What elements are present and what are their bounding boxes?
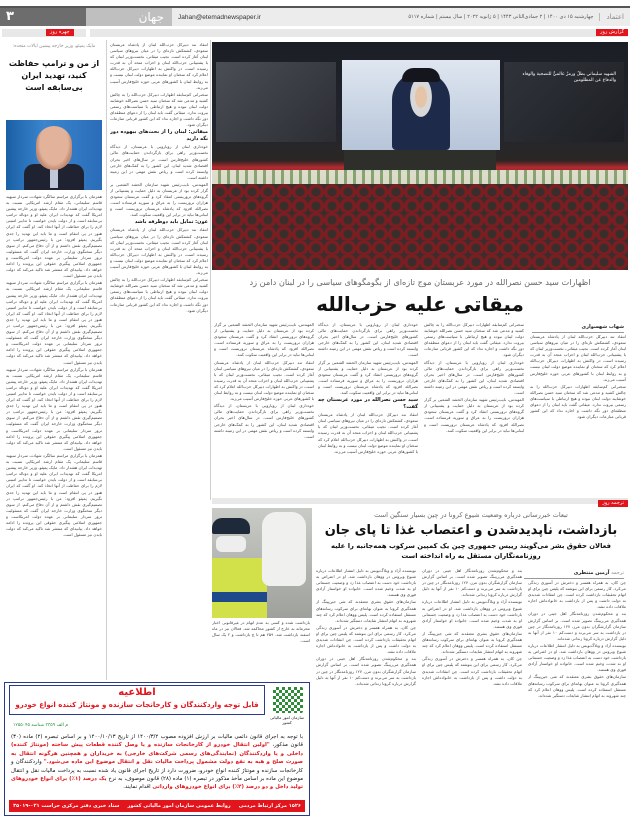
newspaper-logo: اعتماد (599, 13, 624, 21)
side-story-paragraph: همزمان با برگزاری مراسم سالگرد شهادت سردار سپهبد قاسم سلیمانی، یک مقام ارشد امریکایی نسبت به تهدیدات ایران هشدار داد. مایک پمپئو، وزیر خارجه پیشین امریکا گفت که تهدیدات ایران علیه او و دونالد ترامپ بی‌سابقه است و از دولت بایدن خواست تا تدابیر امنیتی لازم را برای حفاظت از آنها اتخاذ کند. او گفت که ایران هنوز در پی انتقام است و ما باید این تهدید را جدی بگیریم. پمپئو افزود: من با رئیس‌جمهور ترامپ در تصمیم‌گیری نقش داشتم و از آن دفاع می‌کنم. از سوی دیگر سخنگوی وزارت خارجه ایران گفت که مسئولیت ترور سردار سلیمانی بر عهده دولت امریکاست و جمهوری اسلامی پیگیری حقوقی این پرونده را ادامه خواهد داد. بیانیه‌ای که منتشر شد تاکید می‌کند که دولت بایدن نیز مسئول است. (6, 280, 102, 365)
subhead: میقاتی: لبنان را از بحث‌های بیهوده دور نگه دارید (110, 129, 208, 143)
hall-speech-photo (212, 42, 628, 270)
byline-label: ترجمه (611, 570, 624, 576)
column-divider (106, 40, 107, 680)
paragraph: سخنرانی کم‌سابقه اظهارات دبیرکل حزب‌الله را به چالش کشید و مدعی شد که سخنان سید حسن نصرالله خوشایند دولت لبنان نبوده و هیچ ارتباطی با سیاست‌های رسمی بیروت ندارد. میقاتی گفت باید لبنان را از دعوای منطقه‌ای دور نگه داشت و اجازه نداد که این کشور قربانی منازعات دیگران شود. (110, 91, 208, 128)
paragraph: انتقاد تند دبیرکل حزب‌الله لبنان از پادشاه عربستان سعودی، کشمکش تازه‌ای را در میان نیروهای سیاسی لبنان آغاز کرده است. نجیب میقاتی، نخست‌وزیر لبنان که با پشتیبانی حزب‌الله لبنان و احزاب متحد آن به قدرت رسیده است، در واکنش به اظهارات دبیرکل حزب‌الله اعلام کرد که سخنان او نماینده موضع دولت لبنان نیست و به روابط لبنان با کشورهای عربی حوزه خلیج‌فارس آسیب می‌زند. (318, 412, 418, 454)
paragraph: سخنرانی کم‌سابقه اظهارات دبیرکل حزب‌الله را به چالش کشید و مدعی شد که سخنان سید حسن نصرالله خوشایند دولت لبنان نبوده و هیچ ارتباطی با سیاست‌های رسمی بیروت ندارد. میقاتی گفت باید لبنان را از دعوای منطقه‌ای دور نگه داشت و اجازه نداد که این کشور قربانی منازعات دیگران شود. (424, 322, 524, 358)
main-story-col-4 (214, 322, 314, 500)
china-story-subheadline: فعالان حقوق بشر می‌گویند رییس جمهوری چین یک کمپین سرکوب همه‌جانبه را علیه روزنامه‌نگاران مستقل به راه انداخته است (331, 542, 611, 560)
tax-org-logo-icon (273, 687, 303, 713)
paragraph: خودداری لبنان از رویارویی با عربستان، از دیدگاه نخست‌وزیر راهی برای بازگرداندن حمایت‌های مالی کشورهای خلیج‌فارس است. در سال‌های اخیر بحران اقتصادی شدید لبنان، این کشور را به کمک‌های خارجی وابسته کرده است و ریاض نقش مهمی در این زمینه داشته است. (110, 144, 208, 180)
paragraph: چن کان، به همراه همسر و دخترش در آسوری زندگی می‌کرد. کار رسمی برای این بنوشته که پلیس چین برای او اتهام تحقیقات بازداشت کرده است. چن انتقادات شدیدی به دولت داشت و پس از بازداشت به خانواده‌اش اجازه ملاقات داده نشد. (422, 656, 522, 686)
photo-stage-sign (344, 150, 496, 172)
side-story-paragraph: همزمان با برگزاری مراسم سالگرد شهادت سردار سپهبد قاسم سلیمانی، یک مقام ارشد امریکایی نسبت به تهدیدات ایران هشدار داد. مایک پمپئو، وزیر خارجه پیشین امریکا گفت که تهدیدات ایران علیه او و دونالد ترامپ بی‌سابقه است و از دولت بایدن خواست تا تدابیر امنیتی لازم را برای حفاظت از آنها اتخاذ کند. او گفت که ایران هنوز در پی انتقام است و ما باید این تهدید را جدی بگیریم. پمپئو افزود: من با رئیس‌جمهور ترامپ در تصمیم‌گیری نقش داشتم و از آن دفاع می‌کنم. از سوی دیگر سخنگوی وزارت خارجه ایران گفت که مسئولیت ترور سردار سلیمانی بر عهده دولت امریکاست و جمهوری اسلامی پیگیری حقوقی این پرونده را ادامه خواهد داد. بیانیه‌ای که منتشر شد تاکید می‌کند که دولت بایدن نیز مسئول است. (6, 366, 102, 451)
main-story-continued (110, 42, 208, 502)
china-story-col-1 (528, 580, 626, 816)
side-story-headline[interactable]: از من و ترامپ حفاظت کنید، تهدید ایران بی‌سابقه است (8, 59, 100, 92)
photo-vest-band (212, 592, 267, 602)
tag-main-report: گزارش روز (596, 29, 628, 36)
side-story-kicker: مایک پمپئو، وزیر خارجه پیشین ایالات متحده: (12, 44, 96, 49)
tag-translation: ترجمه روز (598, 500, 628, 507)
paragraph: بند و محکوم‌شدن روزنامه‌نگار اهل جینی در دوران همه‌گیری می‌ریبنگ تصویر شده است. بر اساس گزارش سازمان گزارشگران بدون مرز، ۱۲۷ روزنامه‌نگار در چین در بازداشت به سر می‌برند و دست‌کم ۱۰ نفر از آنها به دلیل گزارش درباره کرونا زندانی شده‌اند. (316, 656, 416, 686)
photo-banner-left (216, 62, 336, 142)
section-title: جهان (86, 8, 172, 26)
paragraph: سازمان‌های حقوق بشری معتقدند که شی جین‌پینگ از همه‌گیری کرونا به عنوان بهانه‌ای برای سرکوب رسانه‌های مستقل استفاده کرده است. پلیس ووهان اعلام کرد که چند شهروند به اتهام انتشار شایعات دستگیر شده‌اند. (422, 630, 522, 655)
ad-text: با توجه به اجرای قانون دائمی مالیات بر ارزش افزوده مصوب ۱۴۰۰/۳/۲ از تاریخ ۱۴۰۰/۱۰/۱۳ و بر اساس تبصره (۲) ماده (۳۰) قانون مذکور، (11, 734, 303, 749)
ad-footer-item: روابط عمومی سازمان امور مالیاتی کشور (127, 803, 231, 809)
china-story-col-3 (316, 568, 416, 816)
photo-glove (262, 512, 306, 586)
paragraph: نویسنده آزاد و وبلاگ‌نویس به دلیل انتشار اطلاعات درباره شیوع ویروس در ووهان بازداشت شد. او در اعتراض به بازداشت خود دست به اعتصاب غذا زد و وضعیت جسمانی او به شدت وخیم شده است. خانواده او خواستار آزادی فوری وی هستند. (316, 568, 416, 598)
main-story-headline[interactable]: میقاتی علیه حزب‌الله (316, 292, 524, 316)
main-story-byline: شهاب شهسواری (581, 324, 624, 330)
ad-body (11, 733, 303, 792)
page-number: ۳ (0, 8, 86, 26)
byline-name: آرمین منتظری (573, 570, 610, 576)
china-story-col-2 (422, 568, 522, 816)
main-story-col-3 (318, 322, 418, 500)
ad-footer-item: ستاد خبری دفتر مرکزی حراست ۰۲۱-۳۵۰۱۹ (13, 803, 120, 809)
ad-text-highlight: یک درصد (۱٪) برای انواع خودروهای تولید داخل و دو درصد (۲٪) برای انواع خودروهای وارداتی (11, 776, 303, 791)
photo-face (36, 126, 72, 170)
paragraph: المهندس، نایب‌رئیس شهید سازمان الحشد الشعبی بر گزار کرده بود از عربستان به دلیل حمایت و پشتیبانی از گروه‌های تروریستی انتقاد کرد و گفت عربستان سعودی هزاران تروریست را به عراق و سوریه فرستاده است. نصرالله افزود که پادشاه عربستان تروریست است و لبنانی‌ها نباید در برابر این واقعیت سکوت کنند. (110, 181, 208, 218)
ad-text: واردکنندگان و کارخانجات سازنده و مونتاژ کننده انواع خودرو، ضرورت دارد از تاریخ اجرای قانون یاد شده نسبت به پرداخت مالیات نقل و انتقال موضوع این ماده بر اساس مأخذ مذکور در تبصره (۱) ماده (۲۸) قانون موصوف، به نرخ (11, 759, 303, 783)
photo-vest (212, 558, 267, 618)
photo-cap (212, 518, 250, 534)
paragraph: سازمان‌های حقوق بشری معتقدند که شی جین‌پینگ از همه‌گیری کرونا به عنوان بهانه‌ای برای سرکوب رسانه‌های مستقل استفاده کرده است. پلیس ووهان اعلام کرد که چند شهروند به اتهام انتشار شایعات دستگیر شده‌اند. (528, 674, 626, 698)
paragraph: سخنرانی کم‌سابقه اظهارات دبیرکل حزب‌الله را به چالش کشید و مدعی شد که سخنان سید حسن نصرالله خوشایند دولت لبنان نبوده و هیچ ارتباطی با سیاست‌های رسمی بیروت ندارد. میقاتی گفت باید لبنان را از دعوای منطقه‌ای دور نگه داشت و اجازه نداد که این کشور قربانی منازعات دیگران شود. (530, 383, 626, 420)
paragraph: نویسنده آزاد و وبلاگ‌نویس به دلیل انتشار اطلاعات درباره شیوع ویروس در ووهان بازداشت شد. او در اعتراض به بازداشت خود دست به اعتصاب غذا زد و وضعیت جسمانی او به شدت وخیم شده است. خانواده او خواستار آزادی فوری وی هستند. (422, 599, 522, 629)
china-story-byline (524, 570, 624, 576)
header-info (172, 8, 630, 26)
subhead: عون: تمایل باید دوطرفه باشد (134, 219, 208, 226)
main-label-bar (90, 29, 628, 37)
caption: بازداشت شده و کسی به عدم اتهام در غیرقانونی اخبار محرمانه به خارج از کشور محاکمه شد. فعالان نیز در ماه اسفند بازداشت شد. ۲۵۹ هم تا چ بازداشت و ۲ یک سال است. (212, 620, 310, 644)
china-story-kicker: تبعات خبررسانی درباره وضعیت شیوع کرونا در چین بسیار سنگین است (374, 511, 568, 519)
subhead: سید حسن نصرالله در مورد عربستان چه گفت؟ (318, 397, 418, 411)
paragraph: المهندس، نایب‌رئیس شهید سازمان الحشد الشعبی بر گزار کرده بود از عربستان به دلیل حمایت و پشتیبانی از گروه‌های تروریستی انتقاد کرد و گفت عربستان سعودی هزاران تروریست را به عراق و سوریه فرستاده است. نصرالله افزود که پادشاه عربستان تروریست است و لبنانی‌ها نباید در برابر این واقعیت سکوت کنند. (318, 359, 418, 396)
paragraph: بند و محکوم‌شدن روزنامه‌نگار اهل جینی در دوران همه‌گیری می‌ریبنگ تصویر شده است. بر اساس گزارش سازمان گزارشگران بدون مرز، ۱۲۷ روزنامه‌نگار در چین در بازداشت به سر می‌برند و دست‌کم ۱۰ نفر از آنها به دلیل گزارش درباره کرونا زندانی شده‌اند. (528, 611, 626, 641)
photo-audience (212, 184, 628, 270)
byline-rule (532, 332, 624, 333)
ad-title: اطلاعیه (118, 687, 156, 698)
side-story-paragraph: همزمان با برگزاری مراسم سالگرد شهادت سردار سپهبد قاسم سلیمانی، یک مقام ارشد امریکایی نسبت به تهدیدات ایران هشدار داد. مایک پمپئو، وزیر خارجه پیشین امریکا گفت که تهدیدات ایران علیه او و دونالد ترامپ بی‌سابقه است و از دولت بایدن خواست تا تدابیر امنیتی لازم را برای حفاظت از آنها اتخاذ کند. او گفت که ایران هنوز در پی انتقام است و ما باید این تهدید را جدی بگیریم. پمپئو افزود: من با رئیس‌جمهور ترامپ در تصمیم‌گیری نقش داشتم و از آن دفاع می‌کنم. از سوی دیگر سخنگوی وزارت خارجه ایران گفت که مسئولیت ترور سردار سلیمانی بر عهده دولت امریکاست و جمهوری اسلامی پیگیری حقوقی این پرونده را ادامه خواهد داد. بیانیه‌ای که منتشر شد تاکید می‌کند که دولت بایدن نیز مسئول است. (6, 194, 102, 279)
pompeo-photo (6, 120, 102, 190)
main-story-kicker: اظهارات سید حسن نصرالله در مورد عربستان موج تازه‌ای از بگومگوهای سیاسی را در لبنان دامن زد (249, 277, 591, 287)
section-email[interactable]: Jahan@etemadnewspaper.ir (178, 13, 261, 21)
photo-screen (342, 60, 500, 150)
date-line: چهارشنبه ۱۵ دی ۱۴۰۰ | ۲ جمادی‌الثانی ۱۴۴۳ | ۵ ژانویه ۲۰۲۲ | سال بیستم | شماره ۵۱۱۷ (408, 14, 594, 20)
china-police-photo (212, 508, 312, 618)
banner-text: الشهيد سليماني بطلٌ ورمزٌ عالميٌّ للتضحية والوفاء والدفاع عن المظلومين (522, 72, 616, 83)
paragraph: خودداری لبنان از رویارویی با عربستان، از دیدگاه نخست‌وزیر راهی برای بازگرداندن حمایت‌های مالی کشورهای خلیج‌فارس است. در سال‌های اخیر بحران اقتصادی شدید لبنان، این کشور را به کمک‌های خارجی وابسته کرده است و ریاض نقش مهمی در این زمینه داشته است. (318, 322, 418, 358)
photo-mask (216, 536, 246, 552)
side-story-paragraph: همزمان با برگزاری مراسم سالگرد شهادت سردار سپهبد قاسم سلیمانی، یک مقام ارشد امریکایی نسبت به تهدیدات ایران هشدار داد. مایک پمپئو، وزیر خارجه پیشین امریکا گفت که تهدیدات ایران علیه او و دونالد ترامپ بی‌سابقه است و از دولت بایدن خواست تا تدابیر امنیتی لازم را برای حفاظت از آنها اتخاذ کند. او گفت که ایران هنوز در پی انتقام است و ما باید این تهدید را جدی بگیریم. پمپئو افزود: من با رئیس‌جمهور ترامپ در تصمیم‌گیری نقش داشتم و از آن دفاع می‌کنم. از سوی دیگر سخنگوی وزارت خارجه ایران گفت که مسئولیت ترور سردار سلیمانی بر عهده دولت امریکاست و جمهوری اسلامی پیگیری حقوقی این پرونده را ادامه خواهد داد. بیانیه‌ای که منتشر شد تاکید می‌کند که دولت بایدن نیز مسئول است. (6, 452, 102, 538)
ad-text: اقدام نمایند. (123, 784, 153, 791)
photo-flowers (212, 170, 628, 184)
china-story-headline[interactable]: بازداشت، ناپدیدشدن و اعتصاب غذا تا پای جان (324, 523, 618, 538)
paragraph: سخنرانی کم‌سابقه اظهارات دبیرکل حزب‌الله را به چالش کشید و مدعی شد که سخنان سید حسن نصرالله خوشایند دولت لبنان نبوده و هیچ ارتباطی با سیاست‌های رسمی بیروت ندارد. میقاتی گفت باید لبنان را از دعوای منطقه‌ای دور نگه داشت و اجازه نداد که این کشور قربانی منازعات دیگران شود. (110, 277, 208, 313)
ad-title-box (9, 685, 265, 715)
paragraph: المهندس، نایب‌رئیس شهید سازمان الحشد الشعبی بر گزار کرده بود از عربستان به دلیل حمایت و پشتیبانی از گروه‌های تروریستی انتقاد کرد و گفت عربستان سعودی هزاران تروریست را به عراق و سوریه فرستاده است. نصرالله افزود که پادشاه عربستان تروریست است و لبنانی‌ها نباید در برابر این واقعیت سکوت کنند. (424, 397, 524, 433)
paragraph: انتقاد تند دبیرکل حزب‌الله لبنان از پادشاه عربستان سعودی، کشمکش تازه‌ای را در میان نیروهای سیاسی لبنان آغاز کرده است. نجیب میقاتی، نخست‌وزیر لبنان که با پشتیبانی حزب‌الله لبنان و احزاب متحد آن به قدرت رسیده است، در واکنش به اظهارات دبیرکل حزب‌الله اعلام کرد که سخنان او نماینده موضع دولت لبنان نیست و به روابط لبنان با کشورهای عربی حوزه خلیج‌فارس آسیب می‌زند. (530, 334, 626, 382)
column-divider (210, 40, 211, 500)
ad-footer (9, 800, 305, 812)
paragraph: نویسنده آزاد و وبلاگ‌نویس به دلیل انتشار اطلاعات درباره شیوع ویروس در ووهان بازداشت شد. او در اعتراض به بازداشت خود دست به اعتصاب غذا زد و وضعیت جسمانی او به شدت وخیم شده است. خانواده او خواستار آزادی فوری وی هستند. (528, 642, 626, 673)
byline-rule (524, 578, 624, 579)
ad-subtitle: قابل توجه واردکنندگان و کارخانجات سازنده و مونتاژ کننده انواع خودرو (15, 701, 259, 709)
tax-notice-ad (4, 682, 310, 816)
ad-text-highlight: "اولین انتقال خودرو از کارخانجات سازنده و یا وصل کننده قطعات پیش ساخته (مونتاژ کننده) داخلی و یا واردکنندگان (نمایندگی‌های رسمی شرکت‌های خارجی) به خریداران و همچنین هرگونه انتقال به صورت صلح و هبه به نفع دولت مشمول پرداخت مالیات نقل و انتقال موضوع این ماده می‌شود." (11, 742, 303, 766)
china-photo-caption (212, 620, 310, 674)
photo-turban (402, 68, 440, 82)
photo-speaker (392, 72, 450, 150)
side-story-body (6, 194, 102, 678)
paragraph: انتقاد تند دبیرکل حزب‌الله لبنان از پادشاه عربستان سعودی، کشمکش تازه‌ای را در میان نیروهای سیاسی لبنان آغاز کرده است. نجیب میقاتی، نخست‌وزیر لبنان که با پشتیبانی حزب‌الله لبنان و احزاب متحد آن به قدرت رسیده است، در واکنش به اظهارات دبیرکل حزب‌الله اعلام کرد که سخنان او نماینده موضع دولت لبنان نیست و به روابط لبنان با کشورهای عربی حوزه خلیج‌فارس آسیب می‌زند. (110, 42, 208, 90)
main-story-col-1 (530, 334, 626, 500)
ad-org-name: سازمان امور مالیاتی کشور (269, 715, 305, 725)
ad-footer-item: ۱۵۲۶ مرکز ارتباط مردمی (238, 803, 301, 809)
page-header (0, 8, 630, 26)
paragraph: انتقاد تند دبیرکل حزب‌الله لبنان از پادشاه عربستان سعودی، کشمکش تازه‌ای را در میان نیروهای سیاسی لبنان آغاز کرده است. نجیب میقاتی، نخست‌وزیر لبنان که با پشتیبانی حزب‌الله لبنان و احزاب متحد آن به قدرت رسیده است، در واکنش به اظهارات دبیرکل حزب‌الله اعلام کرد که سخنان او نماینده موضع دولت لبنان نیست و به روابط لبنان با کشورهای عربی حوزه خلیج‌فارس آسیب می‌زند. (110, 227, 208, 276)
paragraph: خودداری لبنان از رویارویی با عربستان، از دیدگاه نخست‌وزیر راهی برای بازگرداندن حمایت‌های مالی کشورهای خلیج‌فارس است. در سال‌های اخیر بحران اقتصادی شدید لبنان، این کشور را به کمک‌های خارجی وابسته کرده است و ریاض نقش مهمی در این زمینه داشته است. (424, 359, 524, 396)
paragraph: سازمان‌های حقوق بشری معتقدند که شی جین‌پینگ از همه‌گیری کرونا به عنوان بهانه‌ای برای سرکوب رسانه‌های مستقل استفاده کرده است. پلیس ووهان اعلام کرد که چند شهروند به اتهام انتشار شایعات دستگیر شده‌اند. (316, 599, 416, 623)
paragraph: چن کان، به همراه همسر و دخترش در آسوری زندگی می‌کرد. کار رسمی برای این بنوشته که پلیس چین برای او اتهام تحقیقات بازداشت کرده است. چن انتقادات شدیدی به دولت داشت و پس از بازداشت به خانواده‌اش اجازه ملاقات داده نشد. (528, 580, 626, 610)
main-story-col-2 (424, 322, 524, 500)
translation-label-bar (212, 498, 628, 504)
paragraph: خودداری لبنان از رویارویی با عربستان، از دیدگاه نخست‌وزیر راهی برای بازگرداندن حمایت‌های مالی کشورهای خلیج‌فارس است. در سال‌های اخیر بحران اقتصادی شدید لبنان، این کشور را به کمک‌های خارجی وابسته کرده است و ریاض نقش مهمی در این زمینه داشته است. (214, 403, 314, 439)
paragraph: انتقاد تند دبیرکل حزب‌الله لبنان از پادشاه عربستان سعودی، کشمکش تازه‌ای را در میان نیروهای سیاسی لبنان آغاز کرده است. نجیب میقاتی، نخست‌وزیر لبنان که با پشتیبانی حزب‌الله لبنان و احزاب متحد آن به قدرت رسیده است، در واکنش به اظهارات دبیرکل حزب‌الله اعلام کرد که سخنان او نماینده موضع دولت لبنان نیست و به روابط لبنان با کشورهای عربی حوزه خلیج‌فارس آسیب می‌زند. (214, 359, 314, 402)
paragraph: المهندس، نایب‌رئیس شهید سازمان الحشد الشعبی بر گزار کرده بود از عربستان به دلیل حمایت و پشتیبانی از گروه‌های تروریستی انتقاد کرد و گفت عربستان سعودی هزاران تروریست را به عراق و سوریه فرستاده است. نصرالله افزود که پادشاه عربستان تروریست است و لبنانی‌ها نباید در برابر این واقعیت سکوت کنند. (214, 322, 314, 358)
ad-reference: م الف ۳۳۵۹ شناسه ۱۲۵۵۰۴۵ (13, 723, 69, 728)
photo-banner-right (504, 62, 624, 142)
tag-side-face: چهره روز (46, 29, 74, 36)
paragraph: بند و محکوم‌شدن روزنامه‌نگار اهل جینی در دوران همه‌گیری می‌ریبنگ تصویر شده است. بر اساس گزارش سازمان گزارشگران بدون مرز، ۱۲۷ روزنامه‌نگار در چین در بازداشت به سر می‌برند و دست‌کم ۱۰ نفر از آنها به دلیل گزارش درباره کرونا زندانی شده‌اند. (422, 568, 522, 598)
paragraph: چن کان، به همراه همسر و دخترش در آسوری زندگی می‌کرد. کار رسمی برای این بنوشته که پلیس چین برای او اتهام تحقیقات بازداشت کرده است. چن انتقادات شدیدی به دولت داشت و پس از بازداشت به خانواده‌اش اجازه ملاقات داده نشد. (316, 624, 416, 655)
